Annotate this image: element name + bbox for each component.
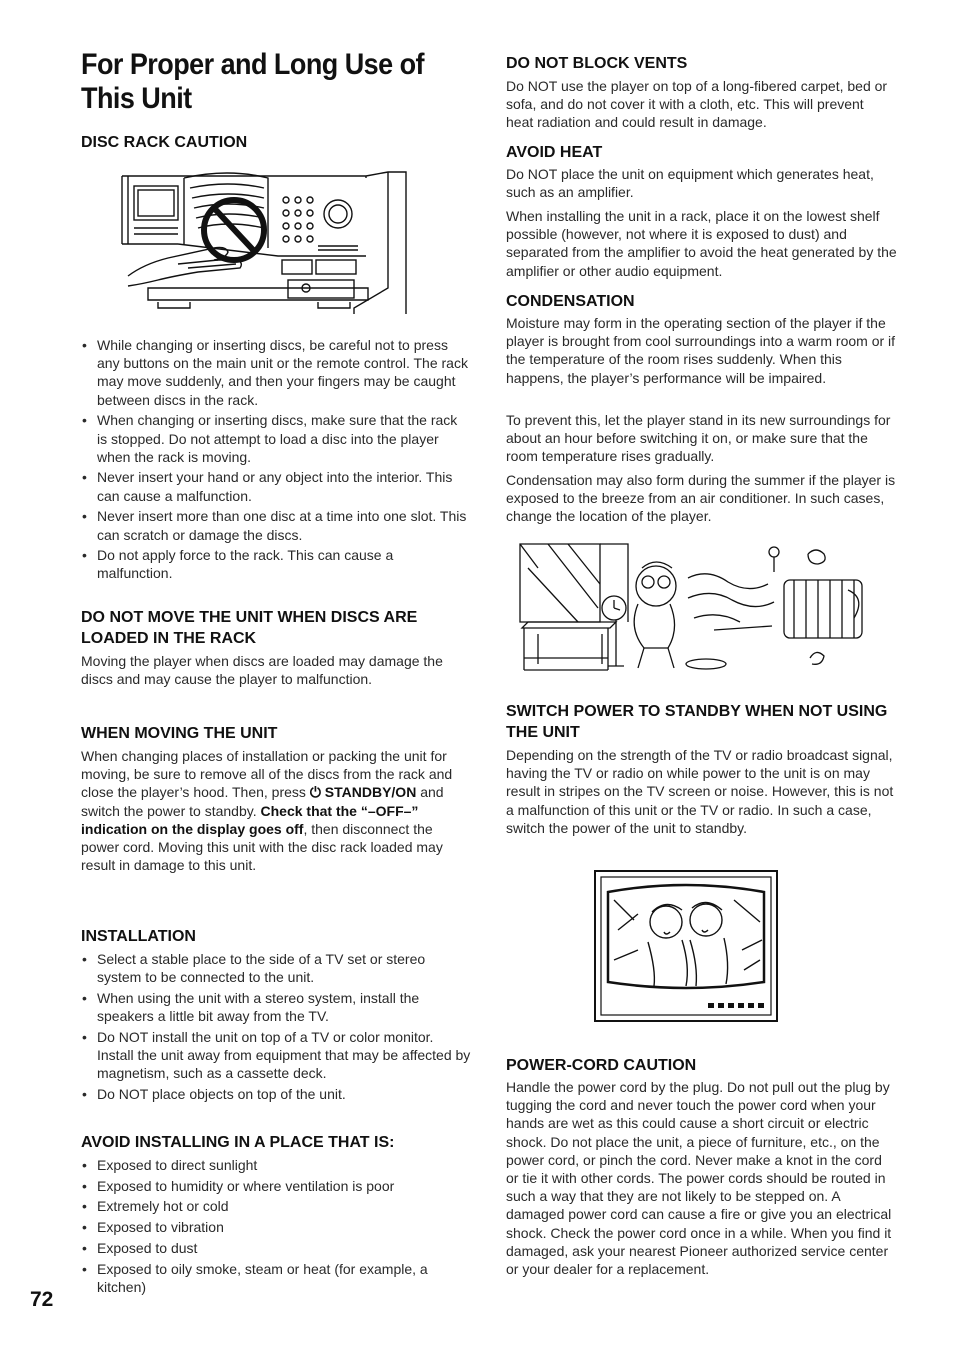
do-not-move-heading: DO NOT MOVE THE UNIT WHEN DISCS ARE LOADED IN THE RACK (81, 609, 418, 647)
vents-heading: DO NOT BLOCK VENTS (506, 55, 688, 72)
standby-text: Depending on the strength of the TV or radio broadcast signal, having the TV or radio on while power to the unit is on may result in stripes on the TV screen or noise. However, this is not a malfunction of this unit or the TV or radio. In such a case, switch the power of the unit to standby. (506, 747, 894, 836)
installation-heading: INSTALLATION (81, 928, 196, 945)
condensation-heading: CONDENSATION (506, 293, 635, 310)
list-item: • Do NOT place objects on top of the unit. (81, 1085, 471, 1103)
list-item: • Never insert more than one disc at a time into one slot. This can scratch or damage the discs. (81, 507, 471, 543)
heat-text-1: Do NOT place the unit on equipment which generates heat, such as an amplifier. (506, 166, 874, 201)
condensation-text-1: Moisture may form in the operating section of the player if the player is brought from cool surroundings into a warm room or if the temperature of the room rises suddenly. When this happens, the player’s performance will be impaired. (506, 315, 896, 386)
do-not-move-text: Moving the player when discs are loaded may damage the discs and may cause the player to malfunction. (81, 653, 443, 688)
list-item: • While changing or inserting discs, be careful not to press any buttons on the main unit or the remote control. The rack may move suddenly, and then your fingers may be caught between discs in the rack. (81, 336, 471, 409)
list-item: • When using the unit with a stereo system, install the speakers a little bit away from the TV. (81, 989, 471, 1025)
list-item: • Exposed to humidity or where ventilation is poor (81, 1177, 471, 1195)
when-moving-text-2: and switch the power to standby. (81, 784, 444, 819)
when-moving-bold: Check that the “–OFF–” indication on the display goes off (81, 802, 419, 837)
disc-rack-heading: DISC RACK CAUTION (81, 134, 248, 151)
when-moving-heading: WHEN MOVING THE UNIT (81, 725, 278, 742)
list-item: • Select a stable place to the side of a TV set or stereo system to be connected to the unit. (81, 950, 471, 986)
avoid-place-bullets (81, 1156, 471, 1298)
standby-icon: ⏻ (309, 784, 321, 801)
list-item: • When changing or inserting discs, make sure that the rack is stopped. Do not attempt to load a disc into the player when the rack is moving. (81, 411, 471, 466)
heat-text-2: When installing the unit in a rack, place it on the lowest shelf possible (however, not where it is exposed to dust) and separated from the amplifier to avoid the heat generated by the amplifier or other audio equipment. (506, 208, 897, 279)
when-moving-text-1: When changing places of installation or packing the unit for moving, be sure to remove all of the discs from the rack and close the player’s hood. Then, press (81, 748, 453, 801)
list-item: • Never insert your hand or any object into the interior. This can cause a malfunction. (81, 468, 471, 504)
page-number: 72 (30, 1288, 54, 1311)
list-item: • Do not apply force to the rack. This can cause a malfunction. (81, 546, 471, 582)
avoid-place-heading: AVOID INSTALLING IN A PLACE THAT IS: (81, 1134, 395, 1151)
vents-text: Do NOT use the player on top of a long-fibered carpet, bed or sofa, and do not cover it with a cloth, etc. This will prevent heat radiation and could result in damage. (506, 78, 888, 131)
list-item: • Exposed to dust (81, 1239, 471, 1257)
condensation-text-3: Condensation may also form during the summer if the player is exposed to the breeze from an air conditioner. In such cases, change the location of the player. (506, 472, 896, 525)
power-cord-text: Handle the power cord by the plug. Do not pull out the plug by tugging the cord and never touch the power cord when your hands are wet as this could cause a short circuit or electric shock. Do not place the unit, a piece of furniture, etc., on the power cord, or pinch the cord. Never make a knot in the cord or tie it with other cords. The power cords should be routed in such a way that they are not likely to be stepped on. A damaged power cord can cause a fire or give you an electrical shock. Check the power cord once in a while. When you find it damaged, ask your nearest Pioneer authorized service center or your dealer for a replacement. (506, 1079, 892, 1278)
list-item: • Exposed to vibration (81, 1218, 471, 1236)
list-item: • Extremely hot or cold (81, 1197, 471, 1215)
tv-illustration (594, 870, 778, 1022)
page-title: For Proper and Long Use of This Unit (81, 48, 424, 115)
disc-rack-illustration (118, 168, 410, 314)
list-item: • Exposed to direct sunlight (81, 1156, 471, 1174)
disc-rack-bullets (81, 336, 471, 585)
when-moving-text (81, 747, 471, 874)
standby-heading: SWITCH POWER TO STANDBY WHEN NOT USING THE UNIT (506, 703, 888, 741)
installation-bullets (81, 950, 471, 1106)
condensation-illustration (518, 538, 874, 676)
condensation-text-2: To prevent this, let the player stand in its new surroundings for about an hour before switching it on, or make sure that the room temperature rises gradually. (506, 412, 891, 465)
list-item: • Exposed to oily smoke, steam or heat (for example, a kitchen) (81, 1260, 471, 1296)
when-moving-text-3: , then disconnect the power cord. Moving this unit with the disc rack loaded may result in damage to this unit. (81, 820, 443, 874)
heat-heading: AVOID HEAT (506, 144, 603, 161)
list-item: • Do NOT install the unit on top of a TV or color monitor. Install the unit away from equipment that may be affected by magnetism, such as a cassette deck. (81, 1028, 471, 1083)
standby-label: STANDBY/ON (324, 784, 417, 801)
power-cord-heading: POWER-CORD CAUTION (506, 1057, 697, 1074)
